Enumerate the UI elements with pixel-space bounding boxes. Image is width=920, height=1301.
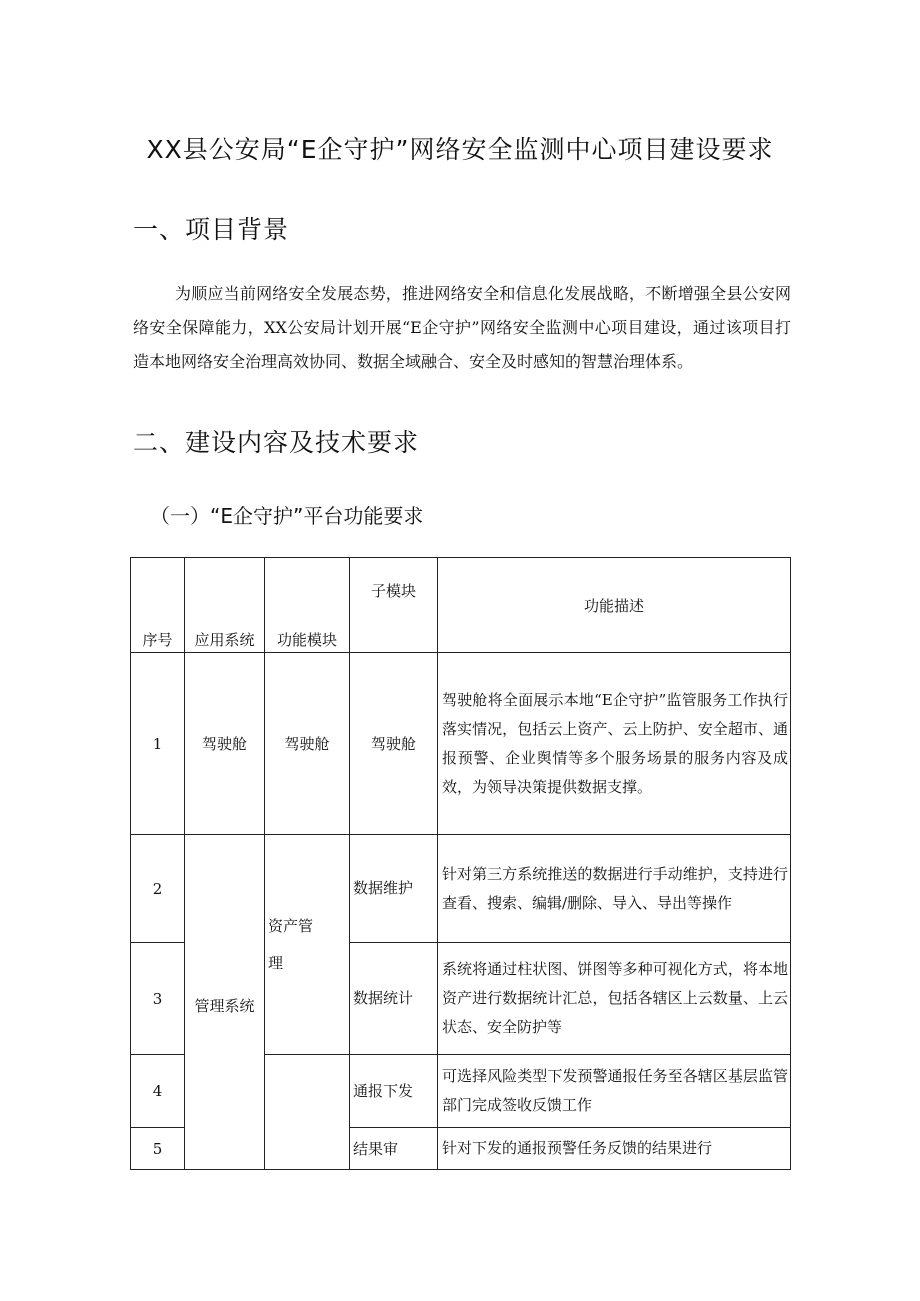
function-requirements-table <box>130 557 791 1170</box>
row3-description: 系统将通过柱状图、饼图等多种可视化方式，将本地资产进行数据统计汇总，包括各辖区上云数量、上云状态、安全防护等 <box>438 943 791 1055</box>
row1-sub-module: 驾驶舱 <box>350 653 438 835</box>
header-sub-module: 子模块 <box>350 558 438 653</box>
row4-function-module <box>265 1055 350 1170</box>
row1-description: 驾驶舱将全面展示本地“E企守护”监管服务工作执行落实情况，包括云上资产、云上防护、安全超市、通报预警、企业舆情等多个服务场景的服务内容及成效，为领导决策提供数据支撑。 <box>438 653 791 835</box>
row4-sub-module: 通报下发 <box>350 1055 438 1128</box>
table-row <box>131 835 791 943</box>
document-title: XX县公安局“E企守护”网络安全监测中心项目建设要求 <box>146 135 774 164</box>
row3-sub-module: 数据统计 <box>350 943 438 1055</box>
section-heading-background: 一、项目背景 <box>133 215 290 244</box>
header-app-system: 应用系统 <box>185 558 265 653</box>
section-heading-construction: 二、建设内容及技术要求 <box>133 428 420 457</box>
header-description: 功能描述 <box>438 558 791 653</box>
row2-app-system: 管理系统 <box>185 835 265 1170</box>
row2-sub-module: 数据维护 <box>350 835 438 943</box>
row1-seq: 1 <box>131 653 185 835</box>
row4-description: 可选择风险类型下发预警通报任务至各辖区基层监管部门完成签收反馈工作 <box>438 1055 791 1128</box>
row5-description: 针对下发的通报预警任务反馈的结果进行 <box>438 1128 791 1170</box>
row5-sub-module: 结果审 <box>350 1128 438 1170</box>
row1-function-module: 驾驶舱 <box>265 653 350 835</box>
row1-app-system: 驾驶舱 <box>185 653 265 835</box>
row2-description: 针对第三方系统推送的数据进行手动维护，支持进行查看、搜索、编辑/删除、导入、导出等操作 <box>438 835 791 943</box>
row2-seq: 2 <box>131 835 185 943</box>
background-paragraph: 为顺应当前网络安全发展态势，推进网络安全和信息化发展战略，不断增强全县公安网络安全保障能力，XX公安局计划开展“E企守护”网络安全监测中心项目建设，通过该项目打造本地网络安全治理高效协同、数据全域融合、安全及时感知的智慧治理体系。 <box>133 284 791 371</box>
row2-function-module: 资产管理 <box>265 835 350 1055</box>
row3-seq: 3 <box>131 943 185 1055</box>
table-header-row <box>131 558 791 653</box>
header-function-module: 功能模块 <box>265 558 350 653</box>
subsection-heading-platform: （一）“E企守护”平台功能要求 <box>150 504 424 528</box>
table-row <box>131 653 791 835</box>
header-seq: 序号 <box>131 558 185 653</box>
row4-seq: 4 <box>131 1055 185 1128</box>
row5-seq: 5 <box>131 1128 185 1170</box>
